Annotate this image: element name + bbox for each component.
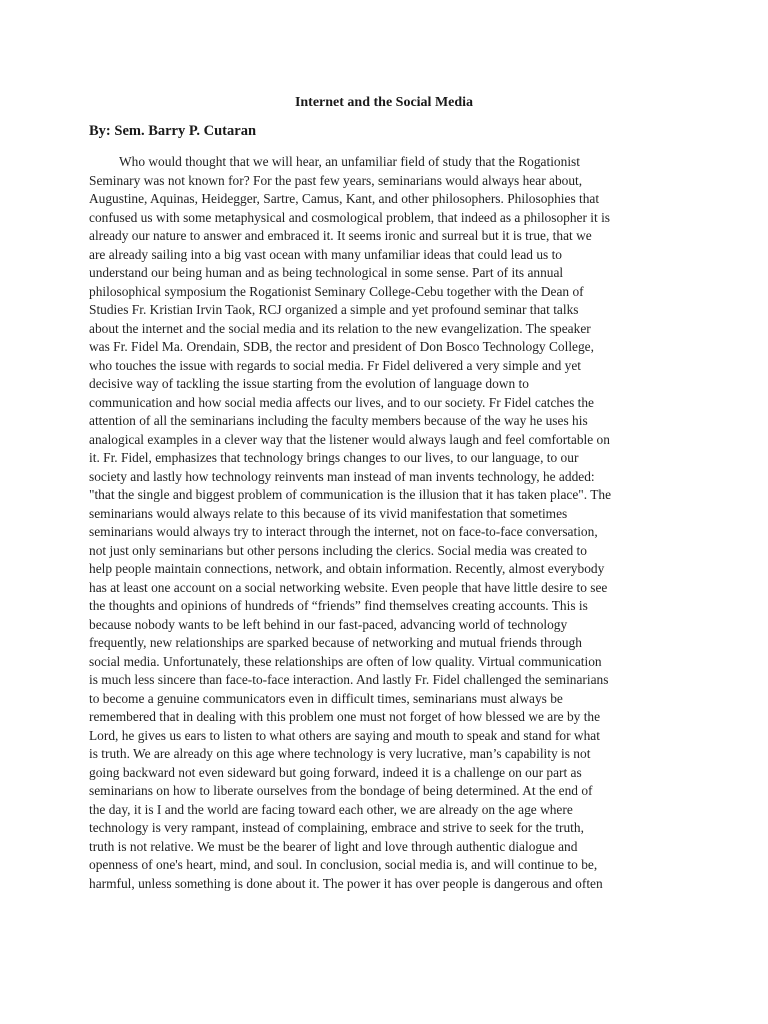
body-line: philosophical symposium the Rogationist Seminary College-Cebu together with the Dean of [89, 283, 584, 299]
body-line: Who would thought that we will hear, an unfamiliar field of study that the Rogationist [119, 154, 580, 169]
body-line: help people maintain connections, network, and obtain information. Recently, almost everybody [89, 561, 605, 576]
body-line: "that the single and biggest problem of communication is the illusion that it has taken place". The [89, 487, 612, 502]
body-line: seminarians would always try to interact through the internet, not on face-to-face conversation, [89, 524, 598, 539]
body-line: it. Fr. Fidel, emphasizes that technology brings changes to our lives, to our language, to our [89, 450, 579, 465]
body-line: understand our being human and as being technological in some sense. Part of its annual [89, 265, 564, 280]
body-line: who touches the issue with regards to social media. Fr Fidel delivered a very simple and yet [89, 357, 581, 373]
body-line: remembered that in dealing with this problem one must not forget of how blessed we are by the [89, 709, 601, 724]
body-line: truth is not relative. We must be the bearer of light and love through authentic dialogue and [89, 838, 578, 854]
body-line: analogical examples in a clever way that the listener would always laugh and feel comfortable on [89, 431, 610, 447]
body-line: Seminary was not known for? For the past few years, seminarians would always hear about, [89, 172, 583, 188]
document-body [89, 153, 689, 893]
body-line: Studies Fr. Kristian Irvin Taok, RCJ organized a simple and yet profound seminar that talks [89, 302, 579, 317]
body-line: going backward not even sideward but going forward, indeed it is a challenge on our part as [89, 764, 582, 780]
body-line: harmful, unless something is done about it. The power it has over people is dangerous and often [89, 875, 603, 891]
body-line: Lord, he gives us ears to listen to what others are saying and mouth to speak and stand for what [89, 727, 600, 743]
body-line: technology is very rampant, instead of complaining, embrace and strive to seek for the truth, [89, 820, 584, 835]
body-line: openness of one's heart, mind, and soul. In conclusion, social media is, and will continue to be, [89, 857, 598, 872]
body-line: Augustine, Aquinas, Heidegger, Sartre, Camus, Kant, and other philosophers. Philosophies that [89, 191, 600, 206]
body-line: social media. Unfortunately, these relationships are often of low quality. Virtual communication [89, 653, 602, 669]
body-line: seminarians would always relate to this because of its vivid manifestation that sometimes [89, 505, 568, 521]
body-line: was Fr. Fidel Ma. Orendain, SDB, the rector and president of Don Bosco Technology College, [89, 339, 594, 354]
document-byline: By: Sem. Barry P. Cutaran [89, 123, 257, 139]
body-line: the day, it is I and the world are facing toward each other, we are already on the age where [89, 801, 573, 817]
body-line: decisive way of tackling the issue starting from the evolution of language down to [89, 376, 529, 391]
body-line: about the internet and the social media and its relation to the new evangelization. The speaker [89, 320, 591, 336]
body-line: seminarians on how to liberate ourselves from the bondage of being determined. At the end of [89, 783, 593, 798]
body-line: communication and how social media affects our lives, and to our society. Fr Fidel catches the [89, 394, 594, 410]
body-line: are already sailing into a big vast ocean with many unfamiliar ideas that could lead us to [89, 246, 562, 262]
document-title: Internet and the Social Media [294, 95, 474, 110]
body-line: the thoughts and opinions of hundreds of “friends” find themselves creating accounts. This is [89, 598, 588, 613]
body-line: already our nature to answer and embraced it. It seems ironic and surreal but it is true, that we [89, 228, 592, 243]
body-line: frequently, new relationships are sparked because of networking and mutual friends through [89, 635, 582, 650]
body-line: confused us with some metaphysical and cosmological problem, that indeed as a philosopher it is [89, 209, 611, 225]
body-line: is much less sincere than face-to-face interaction. And lastly Fr. Fidel challenged the seminarians [89, 672, 609, 687]
body-line: not just only seminarians but other persons including the clerics. Social media was created to [89, 542, 587, 558]
body-line: society and lastly how technology reinvents man instead of man invents technology, he added: [89, 468, 595, 484]
body-line: attention of all the seminarians including the faculty members because of the way he uses his [89, 413, 588, 428]
body-line: because nobody wants to be left behind in our fast-paced, advancing world of technology [89, 616, 568, 632]
body-line: is truth. We are already on this age where technology is very lucrative, man’s capability is not [89, 746, 591, 761]
body-line: has at least one account on a social networking website. Even people that have little desire to see [89, 579, 608, 595]
body-line: to become a genuine communicators even in difficult times, seminarians must always be [89, 690, 563, 706]
